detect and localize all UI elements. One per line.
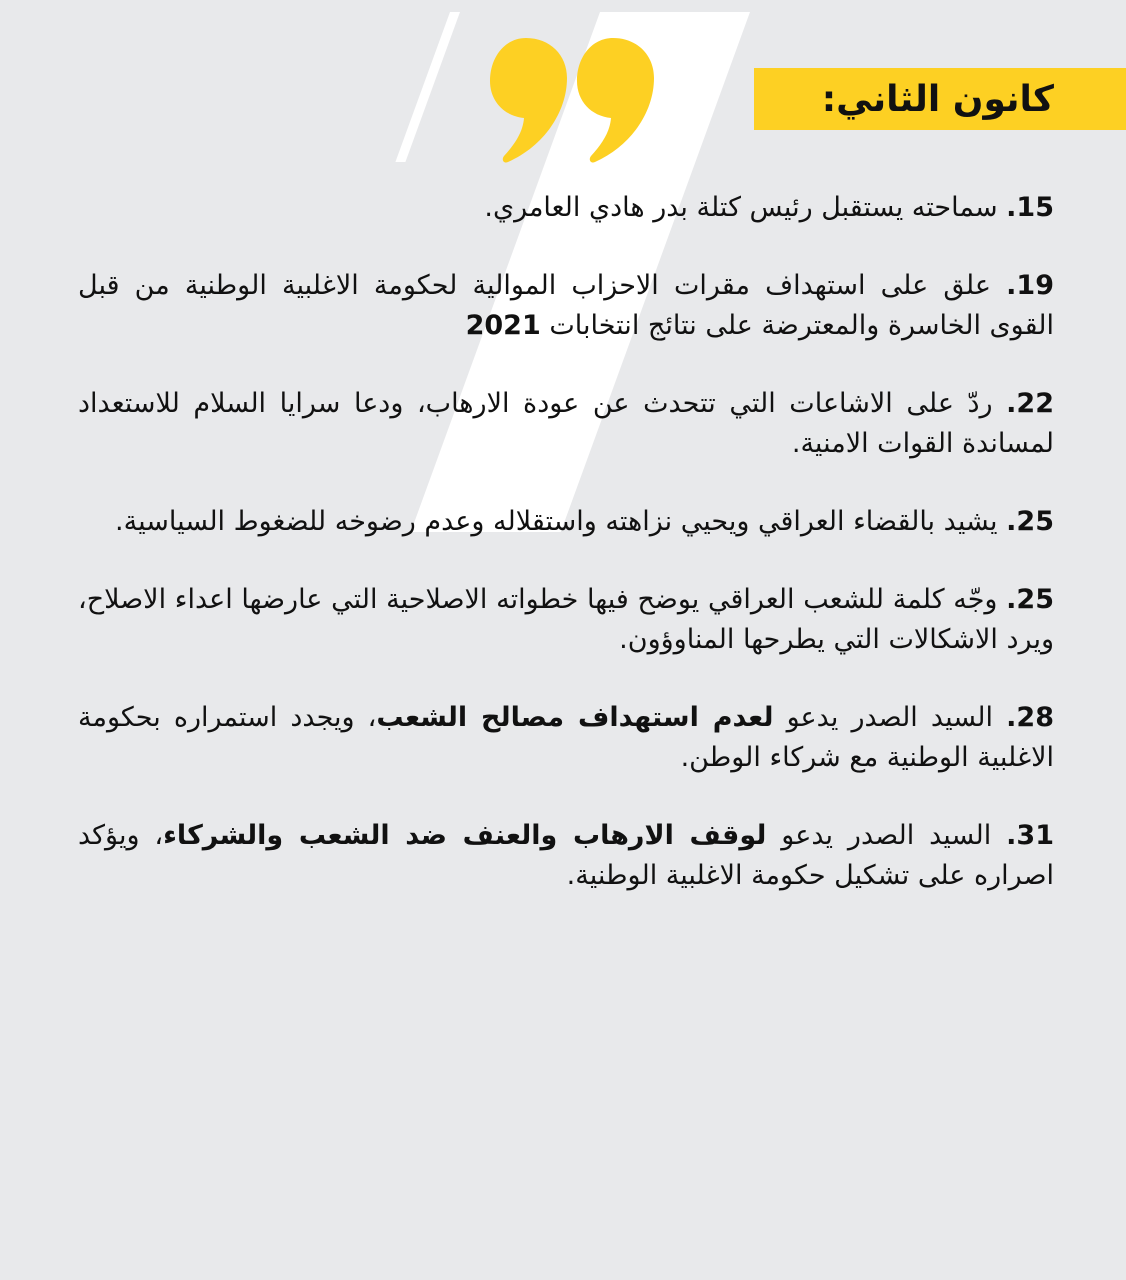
entry-text-after: ، ويجدد استمراره بحكومة الاغلبية الوطنية مع شركاء الوطن. bbox=[78, 702, 1054, 773]
entry-number: 15. bbox=[1006, 192, 1054, 223]
entry-number: 19. bbox=[1006, 270, 1054, 301]
entry-text-after: ، ويؤكد اصراره على تشكيل حكومة الاغلبية الوطنية. bbox=[78, 820, 1054, 891]
entry-bold-text: لوقف الارهاب والعنف ضد الشعب والشركاء bbox=[163, 820, 767, 851]
quote-glyph-right bbox=[577, 38, 654, 163]
title-banner bbox=[754, 68, 1126, 130]
entry-number: 25. bbox=[1006, 506, 1054, 537]
entry-bold-text: لعدم استهداف مصالح الشعب bbox=[376, 702, 774, 733]
entry-text: يشيد بالقضاء العراقي ويحيي نزاهته واستقلاله وعدم رضوخه للضغوط السياسية. bbox=[115, 506, 1007, 537]
list-item bbox=[78, 698, 1054, 778]
quote-glyph-left bbox=[490, 38, 567, 163]
entry-text: وجّه كلمة للشعب العراقي يوضح فيها خطواته الاصلاحية التي عارضها اعداء الاصلاح، ويرد الاشكالات التي يطرحها المناوؤون. bbox=[78, 584, 1054, 655]
closing-quote-icon bbox=[488, 36, 656, 166]
entry-text: ردّ على الاشاعات التي تتحدث عن عودة الارهاب، ودعا سرايا السلام للاستعداد لمساندة القوات الامنية. bbox=[78, 388, 1054, 459]
list-item bbox=[78, 384, 1054, 464]
page-title: كانون الثاني: bbox=[821, 78, 1054, 120]
list-item bbox=[78, 188, 1054, 228]
entry-number: 22. bbox=[1006, 388, 1054, 419]
decorative-thin-slash bbox=[395, 12, 460, 162]
entry-text: علق على استهداف مقرات الاحزاب الموالية لحكومة الاغلبية الوطنية من قبل القوى الخاسرة والمعترضة على نتائج انتخابات bbox=[78, 270, 1054, 341]
list-item bbox=[78, 816, 1054, 896]
entry-text: سماحته يستقبل رئيس كتلة بدر هادي العامري. bbox=[484, 192, 1007, 223]
list-item bbox=[78, 580, 1054, 660]
entry-text: السيد الصدر يدعو bbox=[773, 702, 1007, 733]
entry-number: 25. bbox=[1006, 584, 1054, 615]
entry-bold-text: 2021 bbox=[465, 310, 541, 341]
entry-text: السيد الصدر يدعو bbox=[766, 820, 1007, 851]
entry-number: 28. bbox=[1006, 702, 1054, 733]
entries-list bbox=[78, 188, 1054, 934]
list-item bbox=[78, 502, 1054, 542]
entry-number: 31. bbox=[1006, 820, 1054, 851]
list-item bbox=[78, 266, 1054, 346]
